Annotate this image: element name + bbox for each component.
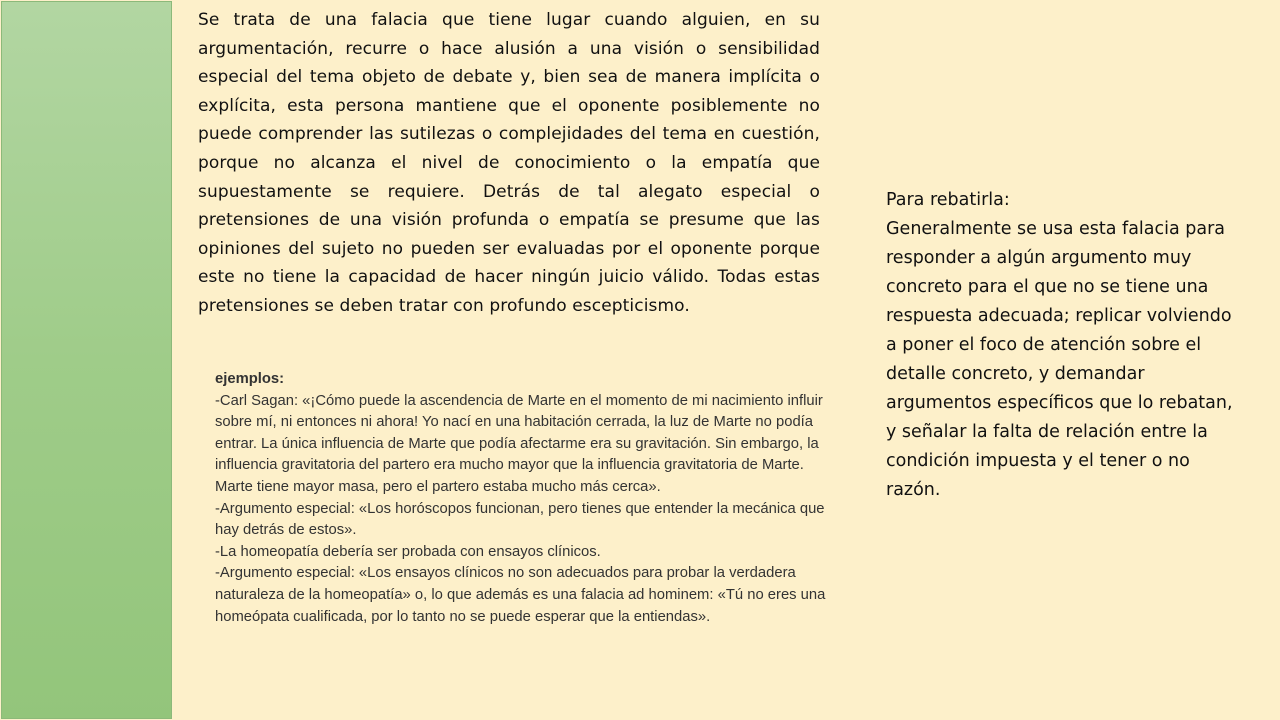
rebuttal-text: Generalmente se usa esta falacia para responder a algún argumento muy concreto para el que no se tiene una respuesta adecuada; replicar volviendo a poner el foco de atención sobre el detalle concreto, y demandar argumentos específicos que lo rebatan, y señalar la falta de relación entre la condición impuesta y el tener o no razón. (886, 219, 1233, 500)
rebuttal-title: Para rebatirla: (886, 190, 1010, 210)
examples-block (215, 369, 839, 628)
main-paragraph: Se trata de una falacia que tiene lugar cuando alguien, en su argumentación, recurre o hace alusión a una visión o sensibilidad especial del tema objeto de debate y, bien sea de manera implícita o explícita, esta persona mantiene que el oponente posiblemente no puede comprender las sutilezas o complejidades del tema en cuestión, porque no alcanza el nivel de conocimiento o la empatía que supuestamente se requiere. Detrás de tal alegato especial o pretensiones de una visión profunda o empatía se presume que las opiniones del sujeto no pueden ser evaluadas por el oponente porque este no tiene la capacidad de hacer ningún juicio válido. Todas estas pretensiones se deben tratar con profundo escepticismo. (198, 10, 820, 316)
example-item-homeopathy-trials: -La homeopatía debería ser probada con ensayos clínicos. (215, 543, 601, 560)
example-item-sagan: -Carl Sagan: «¡Cómo puede la ascendencia de Marte en el momento de mi nacimiento influir sobre mí, ni entonces ni ahora! Yo nací en una habitación cerrada, la luz de Marte no podía entrar. La única influencia de Marte que podía afectarme era su gravitación. Sin embargo, la influencia gravitatoria del partero era mucho mayor que la influencia gravitatoria de Marte. Marte tiene mayor masa, pero el partero estaba mucho más cerca». (215, 392, 823, 495)
decorative-side-bar (1, 1, 172, 719)
example-item-special-argument: -Argumento especial: «Los ensayos clínicos no son adecuados para probar la verdadera naturaleza de la homeopatía» o, lo que además es una falacia ad hominem: «Tú no eres una homeópata cualificada, por lo tanto no se puede esperar que la entiendas». (215, 565, 826, 625)
rebuttal-block (886, 186, 1238, 505)
example-item-horoscopes: -Argumento especial: «Los horóscopos funcionan, pero tienes que entender la mecánica que hay detrás de estos». (215, 500, 825, 539)
examples-heading: ejemplos: (215, 371, 285, 387)
